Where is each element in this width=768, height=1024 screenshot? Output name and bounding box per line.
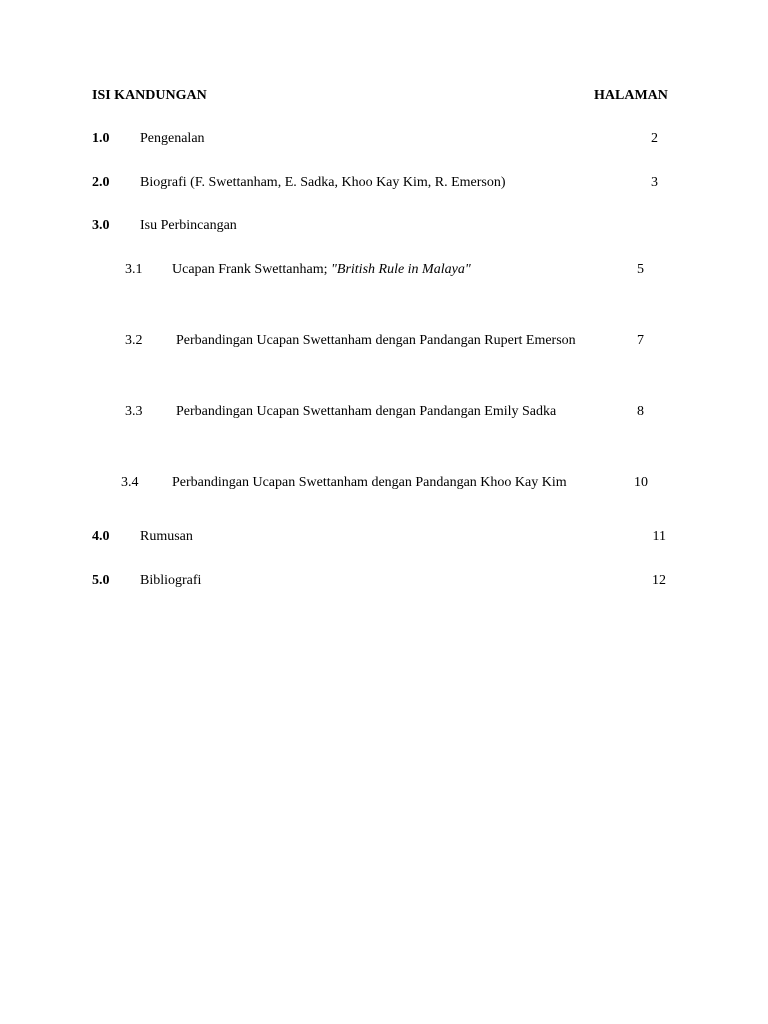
entry-number: 3.0 xyxy=(92,218,110,233)
entry-page: 12 xyxy=(652,573,666,588)
entry-number: 4.0 xyxy=(92,529,110,544)
entry-title: Biografi (F. Swettanham, E. Sadka, Khoo Kay Kim, R. Emerson) xyxy=(140,175,506,190)
subentry-page: 7 xyxy=(637,333,644,348)
subentry-number: 3.2 xyxy=(125,333,143,348)
entry-title: Rumusan xyxy=(140,529,193,544)
subentry-page: 8 xyxy=(637,404,644,419)
subentry-page: 10 xyxy=(634,475,648,490)
subentry-title: Perbandingan Ucapan Swettanham dengan Pandangan Rupert Emerson xyxy=(176,333,576,348)
page-column-header: HALAMAN xyxy=(594,88,668,103)
subentry-title-italic: "British Rule in Malaya" xyxy=(331,262,471,277)
subentry-title-text: Ucapan Frank Swettanham; xyxy=(172,262,332,277)
entry-page: 3 xyxy=(651,175,658,190)
subentry-number: 3.4 xyxy=(121,475,139,490)
entry-page: 2 xyxy=(651,131,658,146)
entry-title: Bibliografi xyxy=(140,573,202,588)
entry-number: 2.0 xyxy=(92,175,110,190)
subentry-number: 3.3 xyxy=(125,404,143,419)
entry-page: 11 xyxy=(652,529,666,544)
entry-number: 5.0 xyxy=(92,573,110,588)
toc-title: ISI KANDUNGAN xyxy=(92,88,207,103)
subentry-title xyxy=(172,263,471,277)
entry-title: Pengenalan xyxy=(140,131,205,146)
entry-title: Isu Perbincangan xyxy=(140,218,237,233)
subentry-title: Perbandingan Ucapan Swettanham dengan Pandangan Emily Sadka xyxy=(176,404,557,419)
subentry-page: 5 xyxy=(637,262,644,277)
subentry-title: Perbandingan Ucapan Swettanham dengan Pandangan Khoo Kay Kim xyxy=(172,475,567,490)
subentry-number: 3.1 xyxy=(125,262,143,277)
entry-number: 1.0 xyxy=(92,131,110,146)
